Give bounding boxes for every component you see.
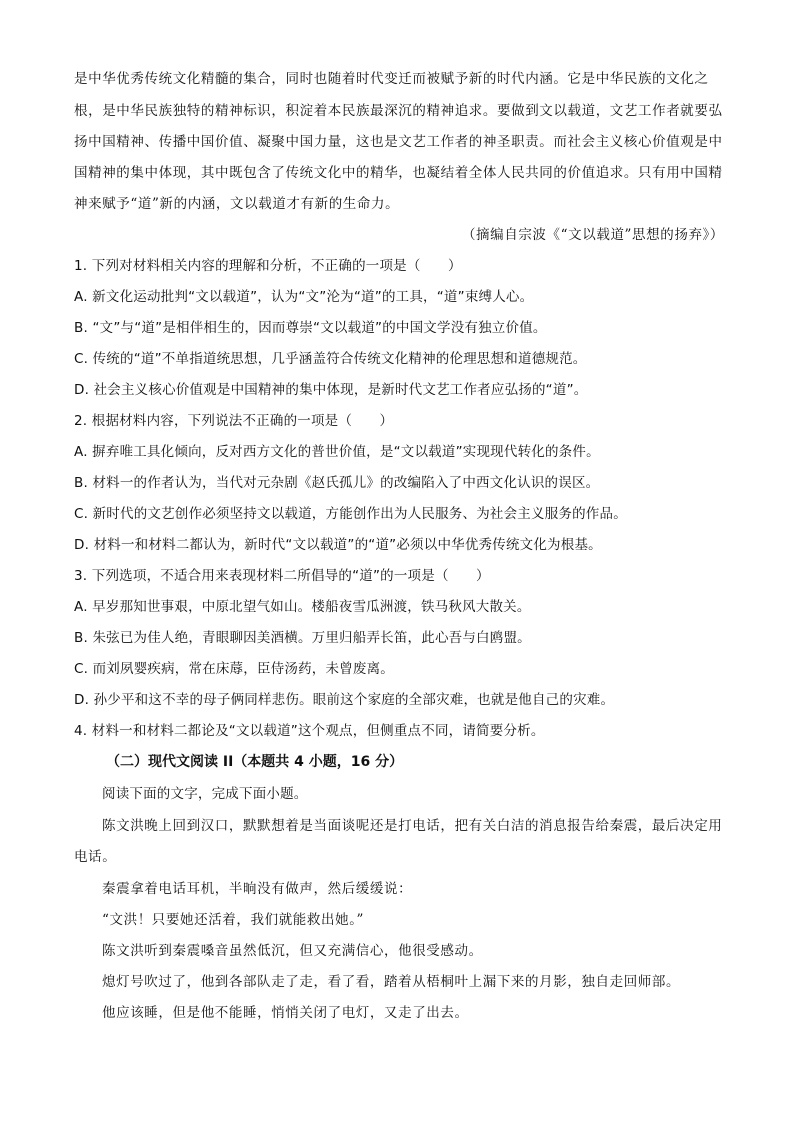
passage-line: 扬中国精神、传播中国价值、凝聚中国力量，这也是文艺工作者的神圣职责。而社会主义核心价值观是中	[74, 134, 723, 150]
story-line: 他应该睡，但是他不能睡，悄悄关闭了电灯，又走了出去。	[102, 1005, 469, 1021]
question-option: A. 摒弃唯工具化倾向，反对西方文化的普世价值，是“文以载道”实现现代转化的条件。	[74, 444, 600, 460]
passage-line: 根，是中华民族独特的精神标识，积淀着本民族最深沉的精神追求。要做到文以载道，文艺工作者就要弘	[74, 103, 723, 119]
question-stem: 2. 根据材料内容，下列说法不正确的一项是（ ）	[74, 413, 394, 429]
question-option: C. 新时代的文艺创作必须坚持文以载道，方能创作出为人民服务、为社会主义服务的作品。	[74, 506, 627, 522]
section-instruction: 阅读下面的文字，完成下面小题。	[102, 786, 308, 802]
story-line: 秦震拿着电话耳机，半晌没有做声，然后缓缓说：	[102, 881, 413, 897]
question-stem: 4. 材料一和材料二都论及“文以载道”这个观点，但侧重点不同，请简要分析。	[74, 723, 545, 739]
question-option: D. 孙少平和这不幸的母子俩同样悲伤。眼前这个家庭的全部灾难，也就是他自己的灾难。	[74, 692, 615, 708]
question-option: D. 社会主义核心价值观是中国精神的集中体现，是新时代文艺工作者应弘扬的“道”。	[74, 382, 588, 398]
question-option: C. 传统的“道”不单指道统思想，几乎涵盖符合传统文化精神的伦理思想和道德规范。	[74, 351, 587, 367]
question-stem: 3. 下列选项，不适合用来表现材料二所倡导的“道”的一项是（ ）	[74, 568, 490, 584]
story-line: 熄灯号吹过了，他到各部队走了走，看了看，踏着从梧桐叶上漏下来的月影，独自走回师部。	[102, 974, 681, 990]
passage-line: 是中华优秀传统文化精髓的集合，同时也随着时代变迁而被赋予新的时代内涵。它是中华民族的文化之	[74, 71, 709, 87]
question-option: B. 朱弦已为佳人绝，青眼聊因美酒横。万里归船弄长笛，此心吾与白鸥盟。	[74, 630, 531, 646]
story-line: 陈文洪晚上回到汉口，默默想着是当面谈呢还是打电话，把有关白洁的消息报告给秦震，最后决定用	[102, 818, 723, 834]
story-line: “文洪！只要她还活着，我们就能救出她。”	[102, 912, 365, 928]
question-option: A. 早岁那知世事艰，中原北望气如山。楼船夜雪瓜洲渡，铁马秋风大散关。	[74, 599, 531, 615]
question-option: D. 材料一和材料二都认为，新时代“文以载道”的“道”必须以中华优秀传统文化为根基。	[74, 537, 602, 553]
passage-source: （摘编自宗波《“文以载道”思想的扬弃》）	[461, 227, 724, 243]
story-line: 电话。	[74, 849, 117, 865]
section-heading: （二）现代文阅读 II（本题共 4 小题，16 分）	[106, 754, 404, 770]
question-option: A. 新文化运动批判“文以载道”，认为“文”沦为“道”的工具，“道”束缚人心。	[74, 289, 534, 305]
story-line: 陈文洪听到秦震嗓音虽然低沉，但又充满信心，他很受感动。	[102, 943, 483, 959]
question-option: B. 材料一的作者认为，当代对元杂剧《赵氏孤儿》的改编陷入了中西文化认识的误区。	[74, 475, 600, 491]
passage-line: 国精神的集中体现，其中既包含了传统文化中的精华，也凝结着全体人民共同的价值追求。只有用中国精	[74, 165, 723, 181]
question-option: B. “文”与“道”是相伴相生的，因而尊崇“文以载道”的中国文学没有独立价值。	[74, 320, 547, 336]
question-option: C. 而刘夙婴疾病，常在床蓐，臣侍汤药，未曾废离。	[74, 661, 395, 677]
question-stem: 1. 下列对材料相关内容的理解和分析，不正确的一项是（ ）	[74, 258, 462, 274]
passage-line: 神来赋予“道”新的内涵，文以载道才有新的生命力。	[74, 196, 400, 212]
